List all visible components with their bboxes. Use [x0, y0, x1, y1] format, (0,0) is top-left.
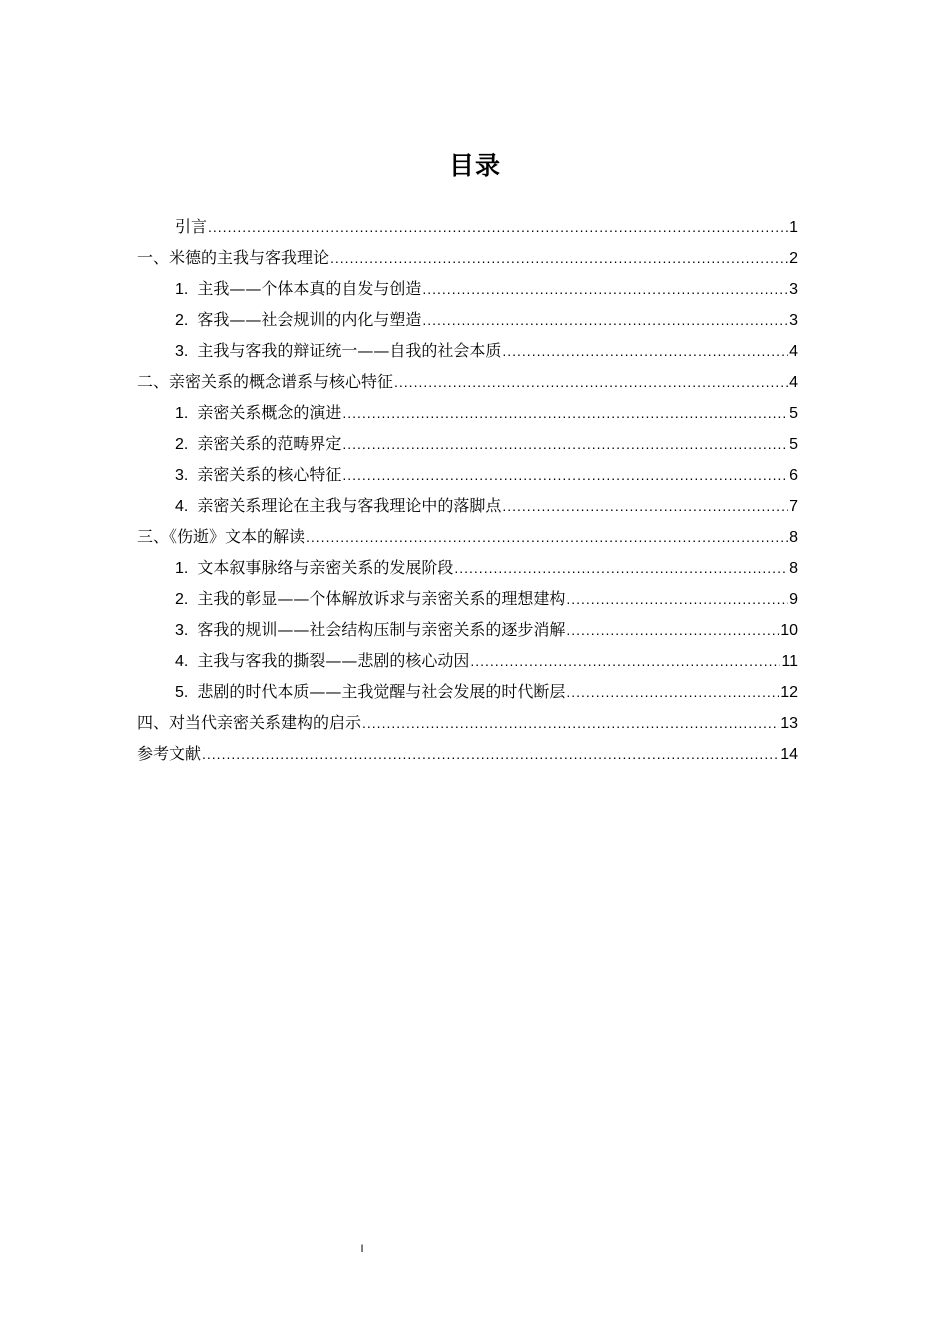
toc-entry-label: 悲剧的时代本质——主我觉醒与社会发展的时代断层: [197, 682, 566, 701]
toc-entry[interactable]: [175, 552, 798, 583]
toc-entry[interactable]: [175, 614, 798, 645]
toc-entry-page: 5: [789, 436, 798, 453]
page-number-footer: I: [360, 1243, 364, 1255]
toc-entry-number: 2.: [175, 312, 189, 329]
toc-entry-number: 1.: [175, 405, 189, 422]
toc-dot-leader: [502, 336, 788, 367]
toc-entry-page: 3: [789, 312, 798, 329]
toc-entry-number: 3.: [175, 467, 189, 484]
toc-entry-label: 三、《伤逝》文本的解读: [137, 527, 306, 546]
toc-dot-leader: [208, 212, 788, 243]
toc-entry-number: 2.: [175, 591, 189, 608]
toc-entry-label: 文本叙事脉络与亲密关系的发展阶段: [197, 558, 454, 577]
toc-entry-number: 1.: [175, 560, 189, 577]
toc-entry-label: 主我与客我的辩证统一——自我的社会本质: [197, 341, 502, 360]
toc-entry-label: 参考文献: [137, 744, 202, 763]
toc-entry-number: 5.: [175, 684, 189, 701]
toc-dot-leader: [342, 398, 788, 429]
toc-entry-label: 客我——社会规训的内化与塑造: [197, 310, 422, 329]
toc-entry-label: 亲密关系理论在主我与客我理论中的落脚点: [197, 496, 502, 515]
toc-dot-leader: [422, 274, 788, 305]
toc-dot-leader: [342, 460, 788, 491]
toc-entry-page: 2: [789, 250, 798, 267]
toc-dot-leader: [566, 677, 779, 708]
toc-entry-page: 8: [789, 529, 798, 546]
toc-dot-leader: [394, 367, 788, 398]
toc-entry-number: 3.: [175, 622, 189, 639]
toc-entry-page: 4: [789, 343, 798, 360]
toc-entry-number: 1.: [175, 281, 189, 298]
toc-entry[interactable]: [137, 738, 798, 769]
toc-dot-leader: [306, 522, 788, 553]
toc-entry[interactable]: [137, 366, 798, 397]
toc-dot-leader: [422, 305, 788, 336]
toc-entry[interactable]: [175, 490, 798, 521]
toc-entry-page: 12: [780, 684, 798, 701]
toc-entry-label: 亲密关系的范畴界定: [197, 434, 342, 453]
toc-entry-label: 亲密关系的核心特征: [197, 465, 342, 484]
toc-entry[interactable]: [175, 335, 798, 366]
toc-entry[interactable]: [175, 304, 798, 335]
toc-entry-number: 4.: [175, 653, 189, 670]
toc-entry[interactable]: [175, 676, 798, 707]
toc-entry-number: 4.: [175, 498, 189, 515]
toc-title: 目录: [448, 151, 501, 180]
toc-entry-label: 二、亲密关系的概念谱系与核心特征: [137, 372, 394, 391]
toc-entry-number: 2.: [175, 436, 189, 453]
toc-entry[interactable]: [137, 521, 798, 552]
toc-entry-label: 主我的彰显——个体解放诉求与亲密关系的理想建构: [197, 589, 566, 608]
toc-dot-leader: [362, 708, 779, 739]
toc-entry[interactable]: [175, 211, 798, 242]
toc-entry[interactable]: [175, 397, 798, 428]
toc-entry-page: 6: [789, 467, 798, 484]
toc-entry-label: 主我与客我的撕裂——悲剧的核心动因: [197, 651, 470, 670]
toc-entry-page: 9: [789, 591, 798, 608]
toc-entry[interactable]: [175, 428, 798, 459]
toc-entry[interactable]: [175, 645, 798, 676]
toc-entry-page: 7: [789, 498, 798, 515]
toc-entry[interactable]: [137, 707, 798, 738]
toc-dot-leader: [330, 243, 788, 274]
toc-dot-leader: [454, 553, 788, 584]
toc-entry-page: 14: [780, 746, 798, 763]
toc-entry-label: 四、对当代亲密关系建构的启示: [137, 713, 362, 732]
toc-dot-leader: [502, 491, 788, 522]
toc-dot-leader: [566, 615, 779, 646]
toc-entry-page: 8: [789, 560, 798, 577]
toc-entry-label: 引言: [175, 217, 208, 236]
toc-dot-leader: [470, 646, 780, 677]
toc-dot-leader: [342, 429, 788, 460]
toc-entry-page: 13: [780, 715, 798, 732]
toc-entry-label: 主我——个体本真的自发与创造: [197, 279, 422, 298]
toc-entry[interactable]: [175, 273, 798, 304]
toc-dot-leader: [566, 584, 788, 615]
toc-entry-label: 亲密关系概念的演进: [197, 403, 342, 422]
toc-dot-leader: [202, 739, 779, 770]
toc-entry[interactable]: [175, 459, 798, 490]
toc-entry-page: 4: [789, 374, 798, 391]
toc-entry-page: 5: [789, 405, 798, 422]
toc-entry-label: 一、米德的主我与客我理论: [137, 248, 330, 267]
toc-entry[interactable]: [137, 242, 798, 273]
toc-entry-page: 1: [789, 219, 798, 236]
toc-entry[interactable]: [175, 583, 798, 614]
toc-entry-page: 11: [781, 653, 798, 670]
toc-entry-page: 10: [780, 622, 798, 639]
toc-entry-page: 3: [789, 281, 798, 298]
toc-entry-label: 客我的规训——社会结构压制与亲密关系的逐步消解: [197, 620, 566, 639]
toc-entry-number: 3.: [175, 343, 189, 360]
